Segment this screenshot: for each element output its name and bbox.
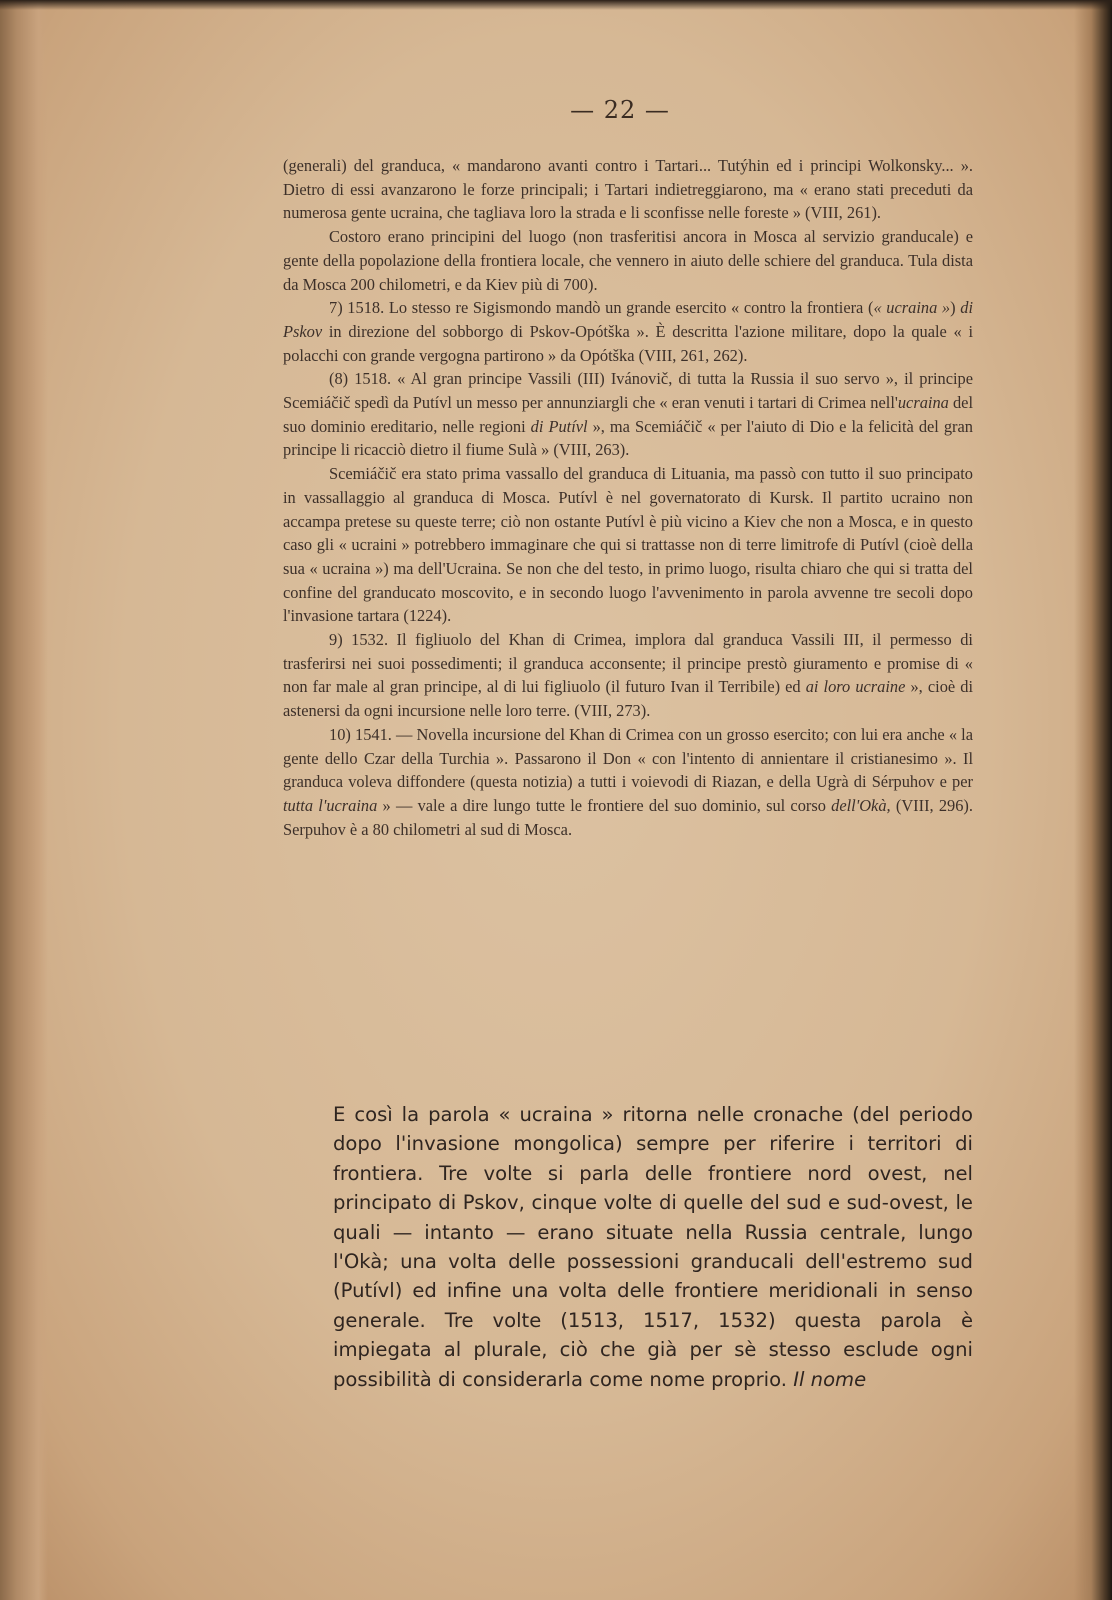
page-left-edge <box>0 0 48 1600</box>
paragraph <box>283 367 973 462</box>
paragraph <box>283 296 973 367</box>
italic-text: ucraina <box>897 393 949 413</box>
page-number: — 22 — <box>570 96 670 124</box>
text-segment: », ma Scemiáčič « per l'aiuto di Dio e la felicità del gran principe li ricacciò dietro il fiume Sulà » (VIII, 263). <box>283 416 973 460</box>
text-segment: (8) 1518. « Al gran principe Vassili (III) Ivánovič, di tutta la Russia il suo servo », il principe Scemiáčič spedì da Putívl un messo per annunziargli che « eran venuti i tartari di Crimea nell' <box>283 369 973 413</box>
body-text <box>283 154 973 841</box>
paragraph <box>283 225 973 296</box>
closing-text <box>333 1100 973 1394</box>
page-right-edge <box>1074 0 1112 1600</box>
text-segment: (generali) del granduca, « mandarono avanti contro i Tartari... Tutýhin ed i principi Wolkonsky... ». Dietro di essi avanzarono le forze principali; i Tartari indietreggiarono, ma « erano stati preceduti da numerosa gente ucraina, che tagliava loro la strada e li sconfisse nelle foreste » (VIII, 261). <box>283 156 973 223</box>
text-segment: Scemiáčič era stato prima vassallo del granduca di Lituania, ma passò con tutto il suo principato in vassallaggio al granduca di Mosca. Putívl è nel governatorato di Kursk. Il partito ucraino non accampa pretese su queste terre; ciò non ostante Putívl è più vicino a Kiev che non a Mosca, e in questo caso gli « ucraini » potrebbero immaginare che qui si trattasse non di terre limitrofe di Putívl (cioè della sua « ucraina ») ma dell'Ucraina. Se non che del testo, in primo luogo, risulta chiaro che qui si tratta del confine del granducato moscovito, e in secondo luogo l'avvenimento in parola avvenne tre secoli dopo l'invasione tartara (1224). <box>283 464 973 626</box>
text-segment: E così la parola « ucraina » ritorna nelle cronache (del periodo dopo l'invasione mongolica) sempre per riferire i territori di frontiera. Tre volte si parla delle frontiere nord ovest, nel principato di Pskov, cinque volte di quelle del sud e sud-ovest, le quali — intanto — erano situate nella Russia centrale, lungo l'Okà; una volta delle possessioni granducali dell'estremo sud (Putívl) ed infine una volta delle frontiere meridionali in senso generale. Tre volte (1513, 1517, 1532) questa parola è impiegata al plurale, ciò che già per sè stesso esclude ogni possibilità di considerarla come nome proprio. <box>333 1103 973 1391</box>
text-segment: 7) 1518. Lo stesso re Sigismondo mandò un grande esercito « contro la frontiera ( <box>329 298 874 318</box>
text-segment: 9) 1532. Il figliuolo del Khan di Crimea, implora dal granduca Vassili III, il permesso di trasferirsi nei suoi possedimenti; il granduca acconsente; il principe prestò giuramento e promise di « non far male al gran principe, al di lui figliuolo (il futuro Ivan il Terribile) ed <box>283 630 973 697</box>
italic-text: « ucraina » <box>873 298 951 318</box>
text-segment: del suo dominio ereditario, nelle regioni <box>283 393 973 436</box>
italic-text: di Pskov <box>283 298 973 341</box>
paragraph <box>283 154 973 225</box>
text-segment: » — vale a dire lungo tutte le frontiere del suo dominio, sul corso <box>377 795 832 815</box>
italic-text: dell'Okà, <box>831 795 891 815</box>
text-segment: Costoro erano principini del luogo (non trasferitisi ancora in Mosca al servizio granducale) e gente della popolazione della frontiera locale, che vennero in aiuto delle schiere del granduca. Tula dista da Mosca 200 chilometri, e da Kiev più di 700). <box>283 227 973 294</box>
italic-text: tutta l'ucraina <box>283 795 378 815</box>
page-top-edge <box>0 0 1112 10</box>
paragraph <box>283 462 973 628</box>
paragraph <box>283 723 973 842</box>
paragraph <box>283 628 973 723</box>
text-segment: 10) 1541. — Novella incursione del Khan di Crimea con un grosso esercito; con lui era anche « la gente dello Czar della Turchia ». Passarono il Don « con l'intento di annientare il cristianesimo ». Il granduca voleva diffondere (questa notizia) a tutti i voievodi di Riazan, e della Ugrà di Sérpuhov e per <box>283 724 973 792</box>
text-segment: (VIII, 296). Serpuhov è a 80 chilometri al sud di Mosca. <box>283 795 973 839</box>
text-segment: in direzione del sobborgo di Pskov-Opótška ». È descritta l'azione militare, dopo la quale « i polacchi con grande vergogna partirono » da Opótška (VIII, 261, 262). <box>283 321 973 365</box>
italic-text: ai loro ucraine <box>805 677 906 697</box>
closing-paragraph <box>333 1100 973 1394</box>
italic-text: di Putívl <box>530 416 588 436</box>
italic-text: Il nome <box>793 1367 867 1391</box>
text-segment: », cioè di astenersi da ogni incursione nelle loro terre. (VIII, 273). <box>283 677 973 721</box>
text-segment: ) <box>950 298 961 318</box>
